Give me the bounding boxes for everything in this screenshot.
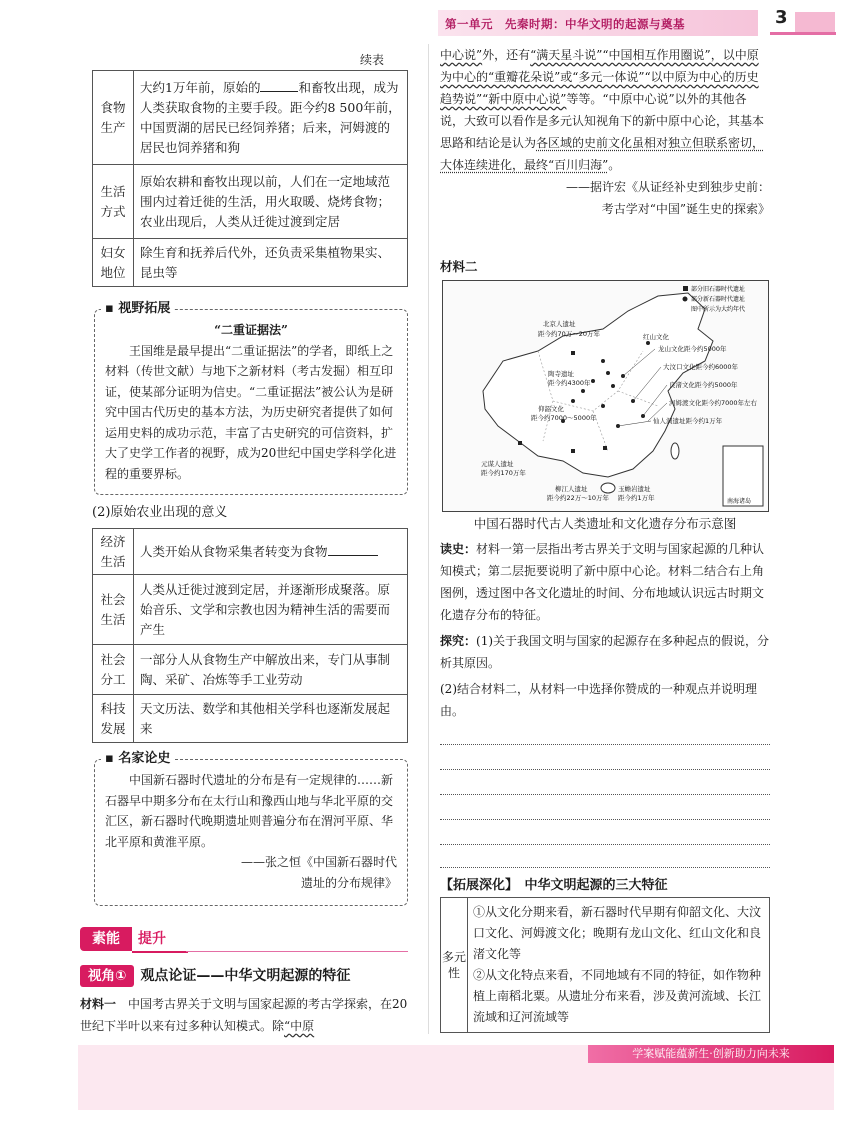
table-row: [93, 71, 408, 165]
china-sites-map: [442, 280, 769, 512]
svg-text:元谋人遗址: 元谋人遗址: [481, 460, 514, 468]
map-caption: 中国石器时代古人类遗址和文化遗存分布示意图: [473, 516, 737, 531]
svg-text:仰韶文化: 仰韶文化: [538, 405, 564, 413]
row-value: 一部分人从食物生产中解放出来，专门从事制陶、采矿、冶炼等手工业劳动: [134, 645, 408, 695]
box-source: 遗址的分布规律》: [300, 875, 397, 890]
ability-banner: 素能 提升: [80, 927, 190, 953]
answer-line[interactable]: [440, 844, 770, 845]
footer-slogan: 学案赋能蕴新生·创新助力向未来: [588, 1045, 834, 1063]
box-tag: ▪ 名家论史: [101, 749, 174, 769]
svg-text:距今约7000～5000年: 距今约7000～5000年: [531, 414, 597, 422]
banner-line: [186, 951, 408, 952]
material-one-start: 材料一 中国考古界关于文明与国家起源的考古学探索，在20世纪下半叶以来有过多种认知模式。除“中原: [80, 997, 408, 1033]
view-title: 观点论证——中华文明起源的特征: [140, 968, 351, 984]
row-key: 食物生产: [93, 71, 134, 165]
svg-text:大汶口文化距今约6000年: 大汶口文化距今约6000年: [663, 363, 739, 371]
svg-text:河姆渡文化距今约7000年左右: 河姆渡文化距今约7000年左右: [669, 399, 758, 407]
row-value: 大约1万年前，原始的 和畜牧出现，成为人类获取食物的主要手段。距今约8 500年前，中国贾湖的居民已经饲养猪；后来，河姆渡的居民也饲养猪和狗: [134, 71, 408, 165]
hainan-island: [601, 483, 615, 493]
svg-text:距今约22万～10万年: 距今约22万～10万年: [547, 494, 610, 502]
continued-label: 续表: [360, 53, 385, 67]
box-body: 中国新石器时代遗址的分布是有一定规律的……新石器早中期多分布在太行山和豫西山地与华北平原的交汇区，新石器时代晚期遗址则普遍分布在渭河平原、华北平原和黄淮平原。: [105, 773, 394, 849]
svg-text:部分新石器时代遗址: 部分新石器时代遗址: [691, 296, 746, 303]
svg-text:距今约4300年: 距今约4300年: [548, 379, 591, 387]
row-value: 原始农耕和畜牧出现以前，人们在一定地域范围内过着迁徙的生活，用火取暖、烧烤食物；农业出现后，人类从迁徙过渡到定居: [134, 165, 408, 239]
expand-view-box: [94, 301, 408, 495]
answer-line[interactable]: [440, 819, 770, 820]
section-subtitle: (2)原始农业出现的意义: [92, 505, 228, 520]
header-title: 第一单元 先秦时期：中华文明的起源与奠基: [445, 17, 685, 31]
svg-text:良渚文化距今约5000年: 良渚文化距今约5000年: [669, 381, 738, 389]
view-heading: [80, 965, 350, 987]
map-legend: [683, 285, 746, 313]
fill-blank[interactable]: [328, 543, 378, 556]
inset-label: 南海诸岛: [727, 498, 752, 505]
material-two-label: 材料二: [440, 259, 478, 274]
fill-blank[interactable]: [260, 79, 298, 92]
svg-text:部分旧石器时代遗址: 部分旧石器时代遗址: [691, 286, 746, 293]
box-title: “二重证据法”: [214, 323, 288, 337]
south-sea-inset: [723, 446, 763, 506]
table-row: [93, 239, 408, 287]
answer-line[interactable]: [440, 744, 770, 745]
table-row: [93, 575, 408, 645]
material-source: ——据许宏《从证经补史到独步史前：: [565, 180, 770, 194]
material-source: 考古学对“中国”诞生史的探索》: [601, 202, 770, 216]
reading-guide: 读史：材料一第一层指出考古界关于文明与国家起源的几种认知模式；第二层扼要说明了新中原中心论。材料二结合右上角图例，透过图中各文化遗址的时间、分布地域认识远古时期文化遗存分布的特征。: [440, 542, 765, 622]
row-key: 生活方式: [93, 165, 134, 239]
extension-title: 【拓展深化】 中华文明起源的三大特征: [440, 878, 668, 893]
svg-text:距今约70万～20万年: 距今约70万～20万年: [538, 330, 601, 338]
svg-text:红山文化: 红山文化: [643, 333, 669, 341]
svg-text:距今约170万年: 距今约170万年: [481, 469, 526, 477]
row-key: 经济生活: [93, 529, 134, 575]
table-row: [93, 695, 408, 743]
famous-historian-box: [94, 751, 408, 906]
svg-text:柳江人遗址: 柳江人遗址: [555, 485, 588, 493]
row-key: 科技发展: [93, 695, 134, 743]
extension-key: 多元性: [441, 898, 468, 1032]
header-decoration: [795, 12, 835, 34]
table-agriculture-continued: [92, 70, 408, 287]
svg-text:玉蟾岩遗址: 玉蟾岩遗址: [618, 485, 651, 493]
svg-text:仙人洞遗址距今约1万年: 仙人洞遗址距今约1万年: [653, 417, 723, 425]
table-row: [93, 645, 408, 695]
row-key: 社会分工: [93, 645, 134, 695]
row-value: 人类开始从食物采集者转变为食物: [134, 529, 408, 575]
row-value: 除生育和抚养后代外，还负责采集植物果实、昆虫等: [134, 239, 408, 287]
reading-section: [440, 538, 770, 722]
answer-line[interactable]: [440, 794, 770, 795]
material-one-continued: 中心说”外，还有“满天星斗说”“中国相互作用圈说”，以中原为中心的“重瓣花朵说”或“多元一体说”“以中原为中心的历史趋势说”“新中原中心说”等等。“中原中心说”以外的其他各说，大致可以看作是多元认知视角下的新中原中心论，其基本思路和结论是认为各区域的史前文化虽相对独立但联系密切，大体连续进化，最终“百川归海”。 ——据许宏《从证经补史到独步史前： 考古学对“中国”诞生史的探索》: [440, 44, 770, 220]
question-1: 探究：(1)关于我国文明与国家的起源存在多种起点的假说，分析其原因。: [440, 634, 770, 670]
table-row: [93, 165, 408, 239]
row-key: 妇女地位: [93, 239, 134, 287]
extension-box: [440, 897, 770, 1033]
box-source: ——张之恒《中国新石器时代: [240, 855, 397, 869]
view-tag: 视角①: [80, 965, 134, 987]
table-agriculture-significance: [92, 528, 408, 743]
page-number: 3: [775, 7, 788, 28]
svg-text:龙山文化距今约5000年: 龙山文化距今约5000年: [658, 345, 727, 353]
row-value: 天文历法、数学和其他相关学科也逐渐发展起来: [134, 695, 408, 743]
svg-text:陶寺遗址: 陶寺遗址: [548, 370, 574, 378]
svg-text:北京人遗址: 北京人遗址: [543, 320, 576, 328]
question-2: (2)结合材料二，从材料一中选择你赞成的一种观点并说明理由。: [440, 682, 758, 718]
taiwan-island: [671, 443, 679, 459]
answer-line[interactable]: [440, 769, 770, 770]
svg-text:距今约1万年: 距今约1万年: [618, 494, 655, 502]
table-row: [93, 529, 408, 575]
column-divider: [428, 44, 429, 1034]
box-tag: ▪ 视野拓展: [101, 299, 174, 319]
extension-content: ①从文化分期来看，新石器时代早期有仰韶文化、大汶口文化、河姆渡文化；晚期有龙山文化、红山文化和良渚文化等 ②从文化特点来看，不同地域有不同的特征，如作物种植上南稻北粟。从遗址分布来看，涉及黄河流域、长江流域和辽河流域等: [473, 905, 762, 1024]
row-value: 人类从迁徙过渡到定居，并逐渐形成聚落。原始音乐、文学和宗教也因为精神生活的需要而产生: [134, 575, 408, 645]
row-key: 社会生活: [93, 575, 134, 645]
svg-text:图中所示为大约年代: 图中所示为大约年代: [691, 306, 746, 313]
header-decoration-line: [770, 32, 836, 35]
box-body: 王国维是最早提出“二重证据法”的学者，即纸上之材料（传世文献）与地下之新材料（考古发掘）相互印证，使某部分证明为信史。“二重证据法”被公认为是研究中国古代历史的基本方法，为历史研究者提供了如何运用史料的成功示范，丰富了古史研究的可信资料，扩大了史学工作者的视野，成为20世纪中国史学科学化进程的重要界标。: [105, 343, 397, 481]
answer-line[interactable]: [440, 867, 770, 868]
